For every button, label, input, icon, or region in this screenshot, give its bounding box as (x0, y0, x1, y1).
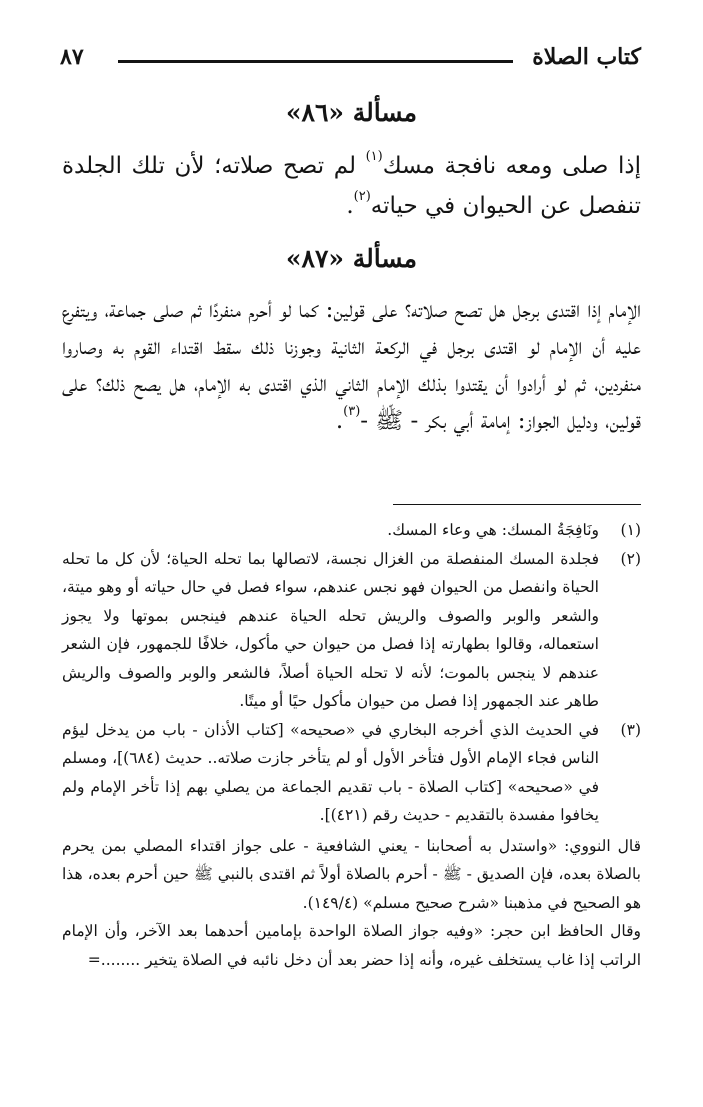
footnote-ref-3: (٣) (343, 404, 361, 420)
issue-87-text-end: . (335, 408, 344, 434)
footnote-text: ونَافِجَةُ المسك: هي وعاء المسك. (387, 521, 599, 539)
running-header (60, 44, 641, 76)
footnote-3-ibn-hajar-quote: وقال الحافظ ابن حجر: «وفيه جواز الصلاة الواحدة بإمامين أحدهما بعد الآخر، وأن الإمام الراتب إذا غاب يستخلف غيره، وأنه إذا حضر بعد أن دخل نائبه في الصلاة يتخير ........= (62, 922, 641, 969)
issue-86-text-cont: لم تصح صلاته؛ لأن تلك الجلدة تنفصل عن الحيوان في حياته (62, 153, 641, 219)
footnote-text: فجلدة المسك المنفصلة من الغزال نجسة، لاتصالها بما تحله الحياة؛ لأن كل ما تحله الحياة وانفصل من الحيوان فهو نجس عندهم، سواء فصل في حال حياته أو وهو ميتة، والشعر والوبر والصوف والريش تحله الحياة عندهم فينجس بموتها ولا يجوز استعماله، وقالوا بطهارته إذا فصل من حيوان حي مأكول، خلافًا للجمهور، فإن الشعر عندهم لا ينجس بالموت؛ لأنه لا تحله الحياة أصلاً، فالشعر والوبر والصوف والريش طاهر عند الجمهور إذا فصل من حيوان مأكول حيًا أو ميتًا. (62, 549, 599, 710)
issue-86-text-end: . (346, 193, 354, 219)
footnote-text: في الحديث الذي أخرجه البخاري في «صحيحه» [كتاب الأذان - باب من يدخل ليؤم الناس فجاء الإمام الأول فتأخر الأول أو لم يتأخر جازت صلاته.. حديث (٦٨٤)]، ومسلم في «صحيحه» [كتاب الصلاة - باب تقديم الجماعة من يصلي بهم إذا تأخر الإمام ولم يخافوا مفسدة بالتقديم - حديث رقم (٤٢١)]. (62, 720, 599, 824)
footnote-2 (62, 545, 641, 716)
issue-87-text: الإمام إذا اقتدى برجل هل تصح صلاته؟ على قولين: كما لو أحرم منفردًا ثم صلى جماعة، ويتفرع عليه أن الإمام لو اقتدى برجل في الركعة الثانية وجوزنا ذلك سقط اقتداء القوم به وصاروا منفردين، ثم لو أرادوا أن يقتدوا بذلك الإمام الثاني الذي اقتدى به الإمام، هل يصح ذلك؟ على قولين، ودليل الجواز: إمامة أبي بكر - ﷺ - (62, 297, 641, 434)
header-rule (118, 60, 513, 63)
footnote-ref-2: (٢) (353, 189, 371, 205)
footnote-number: (١) (620, 521, 641, 539)
footnote-number: (٢) (620, 549, 641, 568)
footnote-1 (62, 516, 641, 545)
issue-87-title: مسألة «٨٧» (285, 244, 418, 273)
issue-86-title: مسألة «٨٦» (285, 98, 418, 127)
footnote-3 (62, 716, 641, 830)
book-title: كتاب الصلاة (532, 44, 641, 70)
footnote-ref-1: (١) (365, 149, 383, 165)
footnote-separator (393, 504, 641, 505)
issue-87-body (62, 292, 641, 440)
footnotes (62, 516, 641, 974)
page-number: ٨٧ (60, 44, 84, 70)
issue-86-body (62, 146, 641, 226)
footnote-3-nawawi-quote: قال النووي: «واستدل به أصحابنا - يعني الشافعية - على جواز اقتداء المصلي بمن يحرم بالصلاة بعده، فإن الصديق - ﷺ - أحرم بالصلاة أولاً ثم اقتدى بالنبي ﷺ حين أحرم بعده، هذا هو الصحيح في مذهبنا «شرح صحيح مسلم» (١٤٩/٤). (62, 836, 641, 912)
footnote-number: (٣) (620, 720, 641, 739)
issue-86-text: إذا صلى ومعه نافجة مسك (382, 153, 641, 179)
